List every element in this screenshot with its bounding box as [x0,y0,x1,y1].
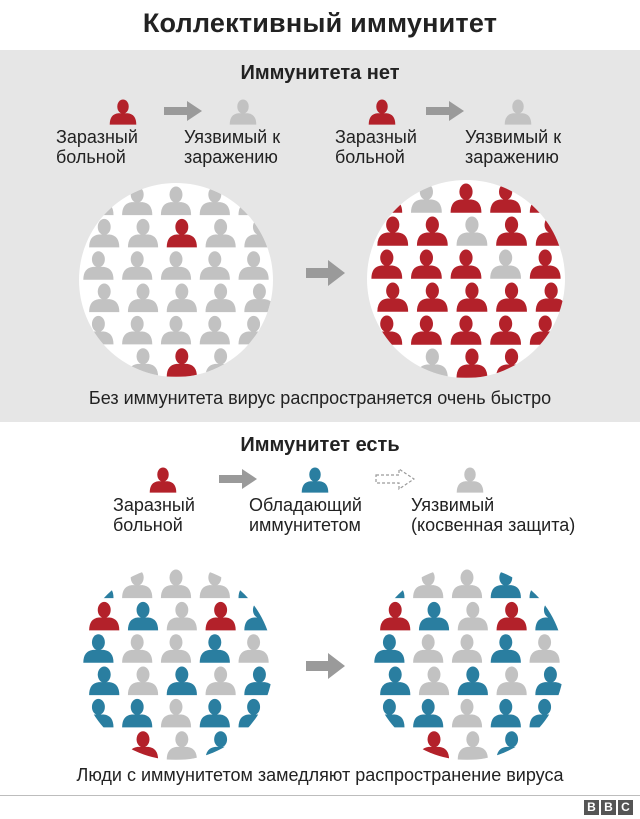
no-immunity-caption: Без иммунитета вирус распространяется очень быстро [88,388,552,408]
person-immune-icon [300,466,330,496]
person-immune [370,602,372,631]
with-immunity-crowd-after [370,566,564,760]
legend-label: Уязвимый к заражению [465,127,562,167]
person-susceptible [367,349,369,378]
arrow-right-icon [163,100,203,122]
with-immunity-crowd-before [79,566,273,760]
person-susceptible [239,187,269,216]
person-susceptible-icon [503,98,533,128]
bbc-logo-letter: C [618,800,633,815]
no-immunity-crowd-after [367,180,565,378]
person-infected-icon [108,98,138,128]
footer-divider [0,795,640,796]
with-immunity-heading: Иммунитет есть [240,434,400,456]
legend-label: Уязвимый к заражению [184,127,281,167]
person-susceptible [79,731,81,760]
person-infected [367,217,369,246]
person-susceptible [536,349,565,378]
person-infected [371,184,402,213]
arrow-right-icon [425,100,465,122]
bbc-logo-letter: B [584,800,599,815]
with-immunity-caption: Люди с иммунитетом замедляют распространение вируса [76,765,564,785]
person-susceptible [79,348,81,377]
person-susceptible [83,187,113,216]
person-susceptible [244,731,273,760]
person-infected [530,184,561,213]
person-immune [239,570,269,599]
person-immune [83,570,113,599]
person-susceptible-icon [455,466,485,496]
person-immune [535,731,564,760]
person-susceptible-icon [228,98,258,128]
legend-label: Заразный больной [56,127,138,167]
person-immune [374,570,404,599]
person-infected-icon [148,466,178,496]
person-susceptible [244,348,273,377]
no-immunity-crowd-before [79,183,273,377]
person-immune [79,602,81,631]
bbc-logo-letter: B [601,800,616,815]
person-immune [370,731,372,760]
arrow-right-icon [218,468,258,490]
legend-label: Заразный больной [335,127,417,167]
person-immune [530,570,560,599]
legend-label: Заразный больной [113,495,195,535]
page-title: Коллективный иммунитет [142,8,498,38]
legend-label: Обладающий иммунитетом [249,495,362,535]
no-immunity-heading: Иммунитета нет [240,62,400,84]
arrow-right-icon [306,652,346,680]
arrow-right-icon [306,259,346,287]
bbc-logo [584,800,633,815]
person-susceptible [79,219,81,248]
dashed-arrow-right-icon [375,468,415,490]
person-infected-icon [367,98,397,128]
legend-label: Уязвимый (косвенная защита) [411,495,576,535]
